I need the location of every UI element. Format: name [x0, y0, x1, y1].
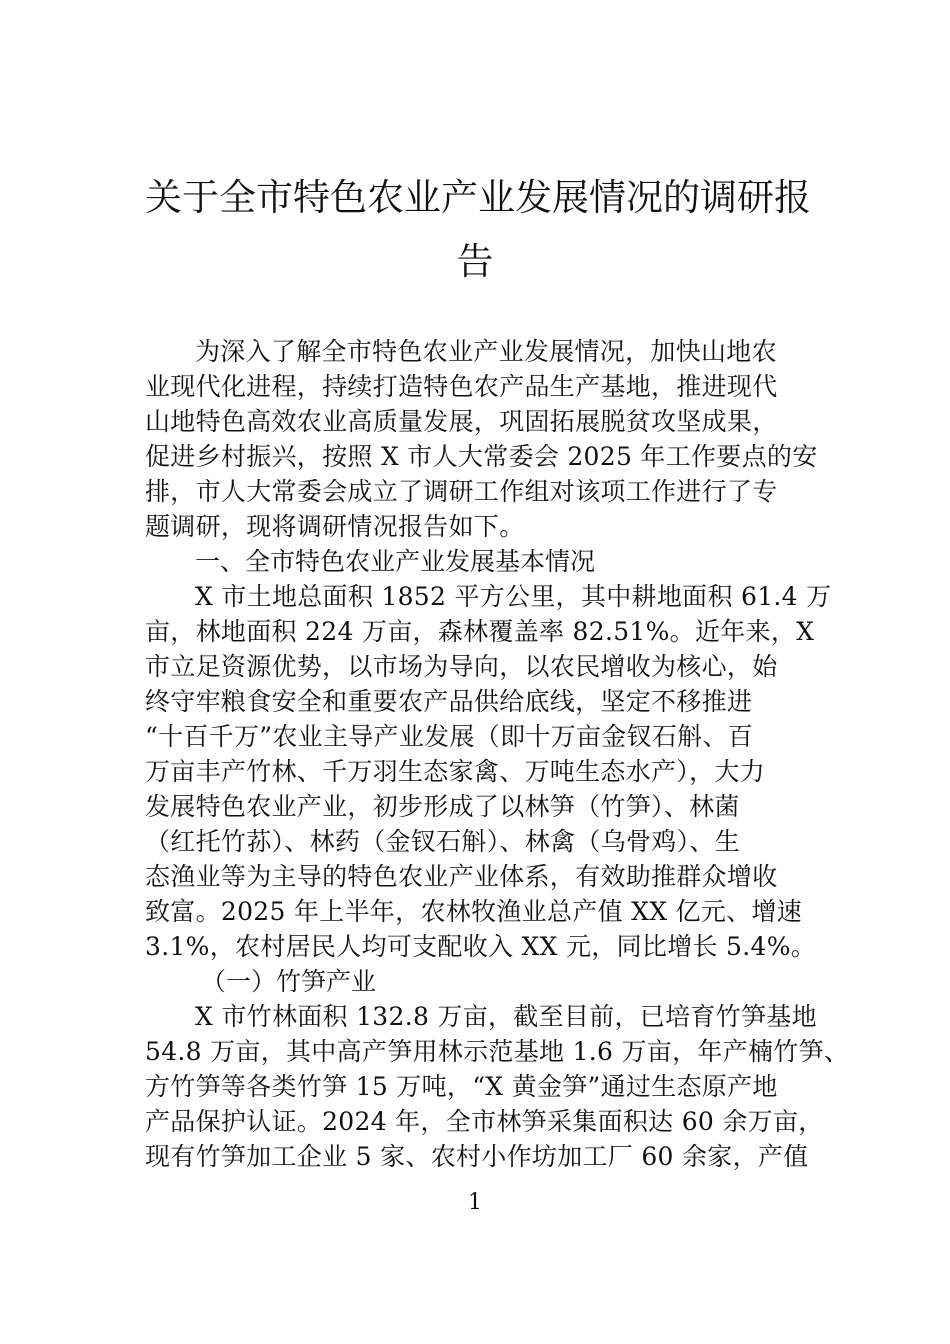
text-line: （红托竹荪）、林药（金钗石斛）、林禽（乌骨鸡）、生: [145, 827, 741, 856]
intro-paragraph: [145, 334, 818, 544]
subsection-paragraph: [145, 999, 850, 1174]
text-line: 市立足资源优势，以市场为导向，以农民增收为核心，始: [145, 652, 778, 681]
text-line: 3.1%，农村居民人均可支配收入 XX 元，同比增长 5.4%。: [145, 932, 817, 961]
text-line: 为深入了解全市特色农业产业发展情况，加快山地农: [195, 337, 777, 366]
subsection-heading: （一）竹笋产业: [201, 967, 377, 996]
text-line: 54.8 万亩，其中高产笋用林示范基地 1.6 万亩，年产楠竹笋、: [145, 1037, 850, 1066]
text-line: 山地特色高效农业高质量发展，巩固拓展脱贫攻坚成果，: [145, 407, 778, 436]
text-line: “十百千万”农业主导产业发展（即十万亩金钗石斛、百: [145, 722, 754, 751]
section-heading: 一、全市特色农业产业发展基本情况: [195, 547, 596, 576]
text-line: 方竹笋等各类竹笋 15 万吨，“X 黄金笋”通过生态原产地: [145, 1072, 778, 1101]
document-body: [145, 334, 850, 1174]
text-line: 排，市人大常委会成立了调研工作组对该项工作进行了专: [145, 477, 778, 506]
title-line: 关于全市特色农业产业发展情况的调研报: [145, 176, 811, 219]
document-title: [145, 166, 811, 294]
text-line: X 市土地总面积 1852 平方公里，其中耕地面积 61.4 万: [195, 582, 832, 611]
text-line: 现有竹笋加工企业 5 家、农村小作坊加工厂 60 余家，产值: [145, 1142, 809, 1171]
page-number: 1: [468, 1190, 482, 1215]
text-line: 题调研，现将调研情况报告如下。: [145, 512, 525, 541]
text-line: 万亩丰产竹林、千万羽生态家禽、万吨生态水产），大力: [145, 757, 766, 786]
text-line: 促进乡村振兴，按照 X 市人大常委会 2025 年工作要点的安: [145, 442, 818, 471]
text-line: 产品保护认证。2024 年，全市林笋采集面积达 60 余万亩，: [145, 1107, 824, 1136]
text-line: 态渔业等为主导的特色农业产业体系，有效助推群众增收: [145, 862, 778, 891]
title-line: 告: [456, 240, 494, 283]
text-line: X 市竹林面积 132.8 万亩，截至目前，已培育竹笋基地: [195, 1002, 817, 1031]
text-line: 终守牢粮食安全和重要农产品供给底线，坚定不移推进: [145, 687, 753, 716]
text-line: 致富。2025 年上半年，农林牧渔业总产值 XX 亿元、增速: [145, 897, 803, 926]
text-line: 发展特色农业产业，初步形成了以林笋（竹笋）、林菌: [145, 792, 740, 821]
text-line: 业现代化进程，持续打造特色农产品生产基地，推进现代: [145, 372, 778, 401]
section-paragraph: [145, 579, 832, 964]
text-line: 亩，林地面积 224 万亩，森林覆盖率 82.51%。近年来，X: [145, 617, 815, 646]
